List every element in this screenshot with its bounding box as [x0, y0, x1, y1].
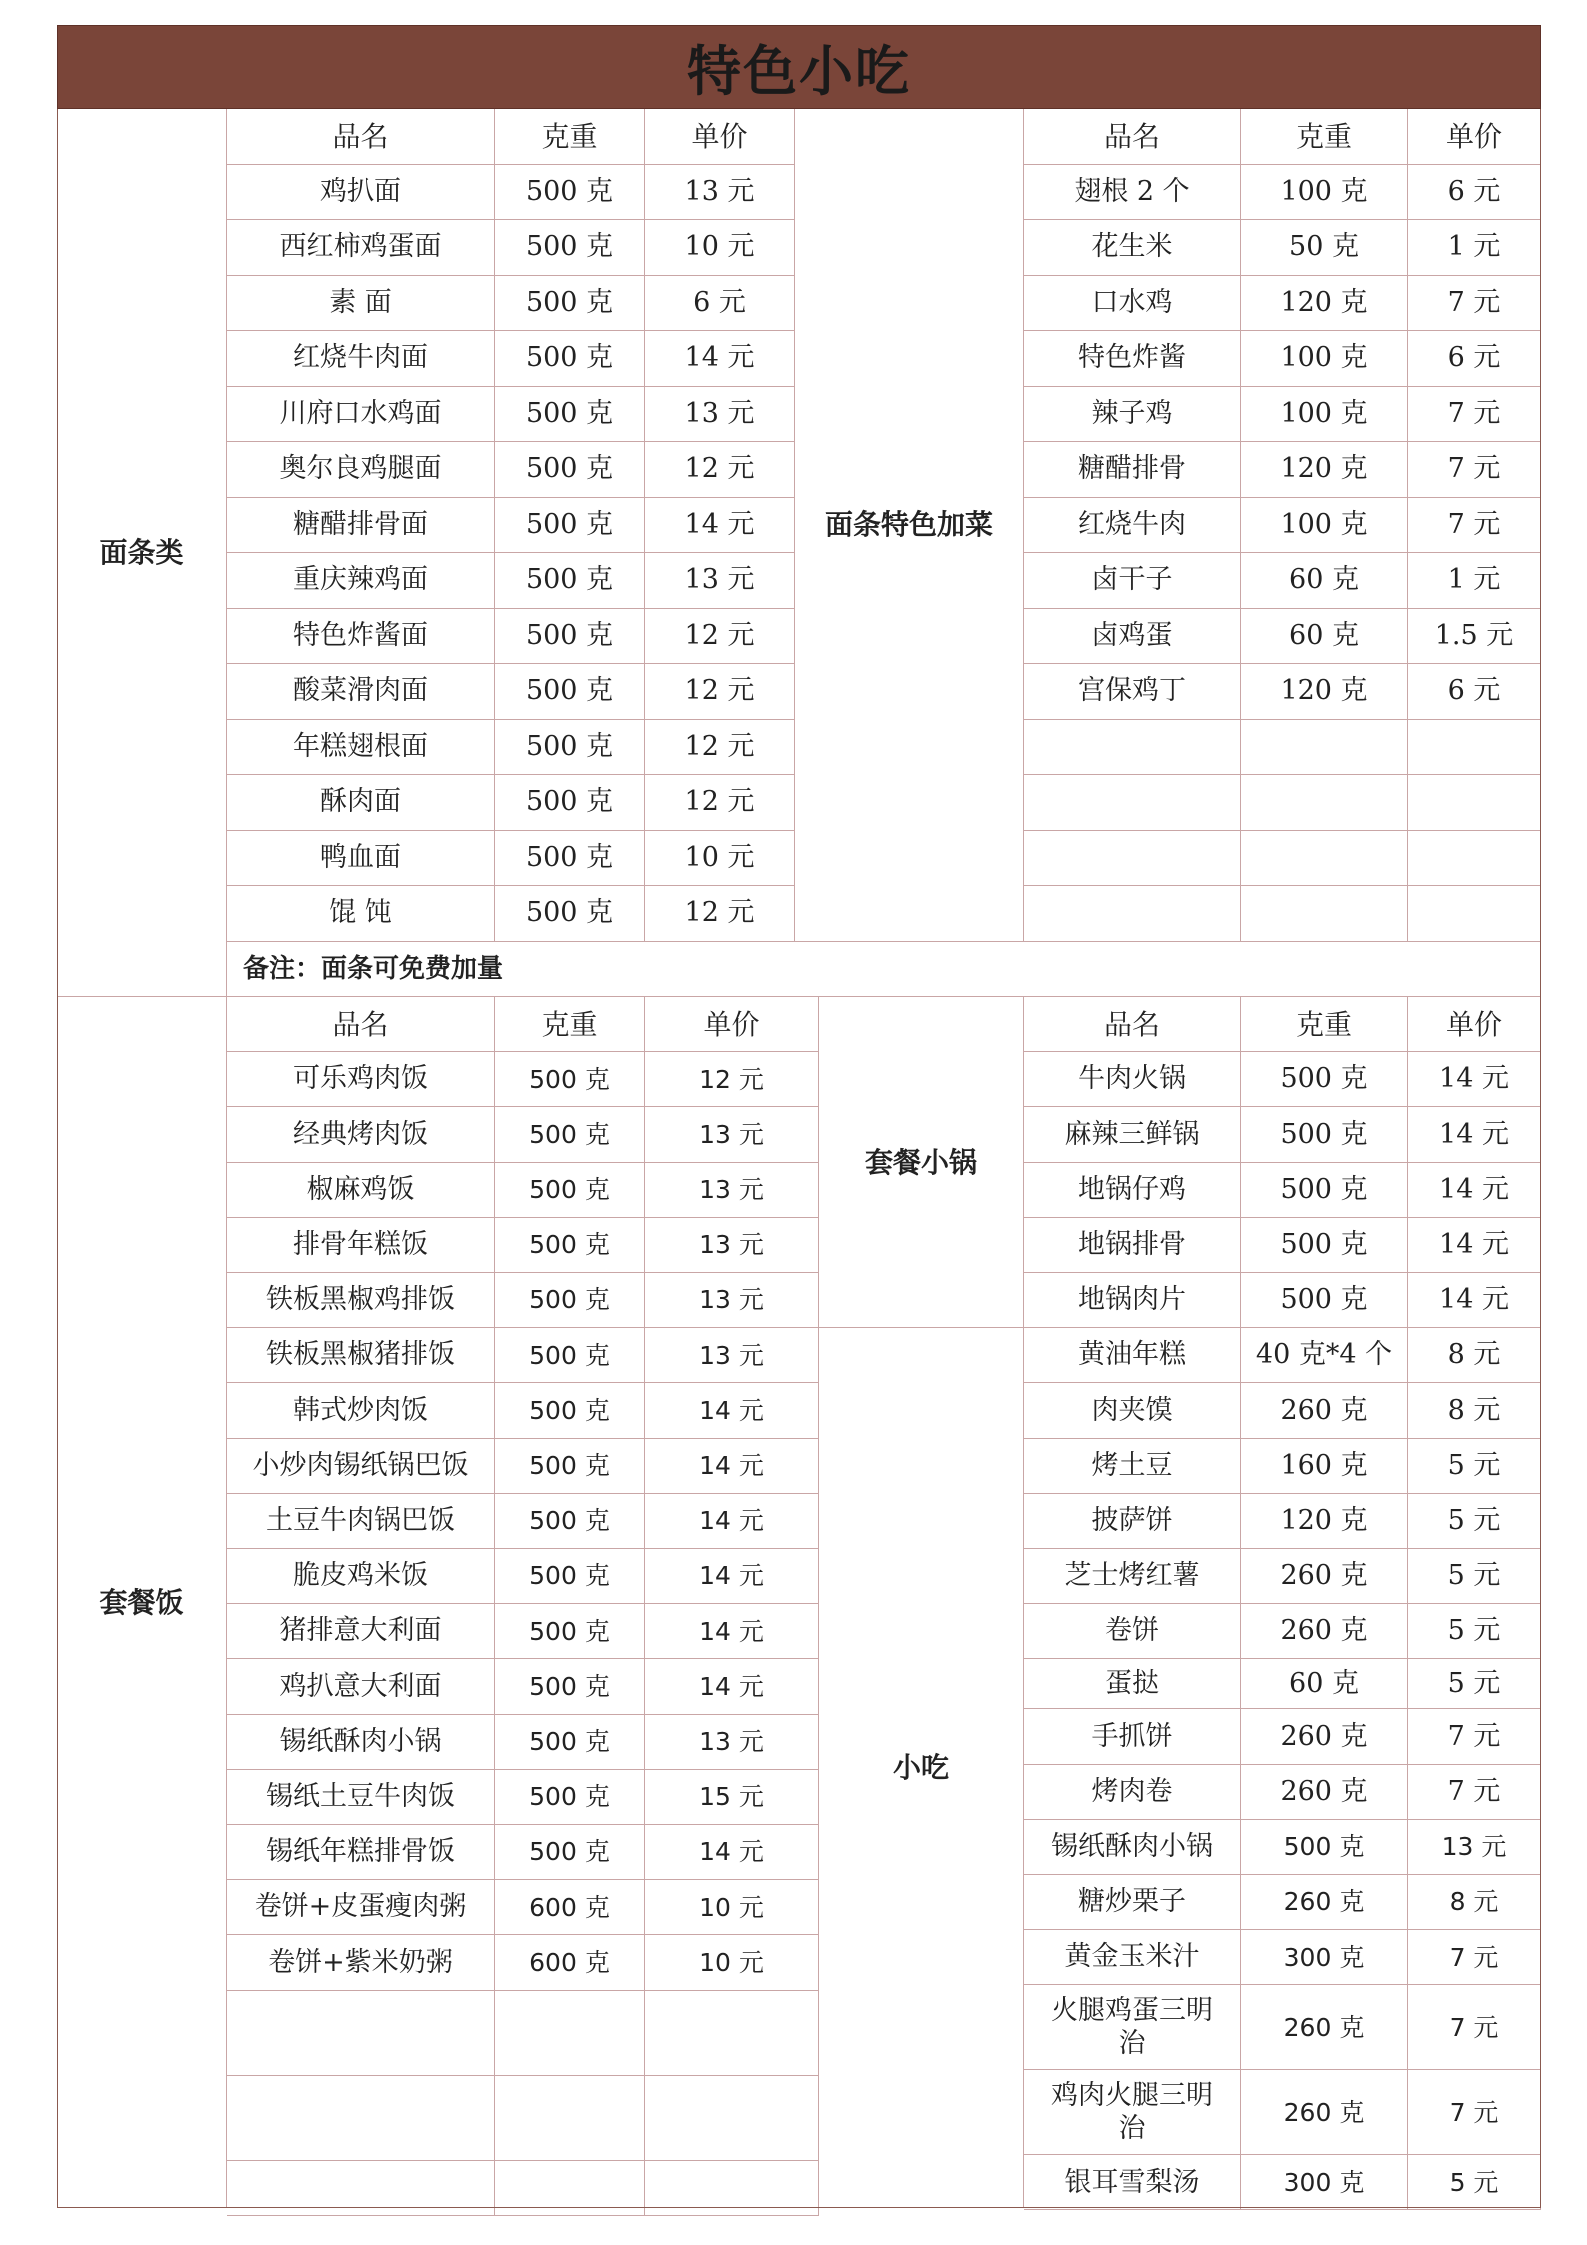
noodle-name: 西红柿鸡蛋面 [227, 220, 495, 276]
snack-price: 5 元 [1408, 1494, 1541, 1549]
snack-price: 7 元 [1408, 1709, 1541, 1764]
rice-price [645, 1991, 819, 2076]
rice-weight: 500 克 [495, 1604, 645, 1659]
hotpot-price: 14 元 [1408, 1052, 1541, 1107]
noodle-name: 年糕翅根面 [227, 720, 495, 776]
rice-price [645, 2076, 819, 2161]
snack-weight: 260 克 [1241, 1765, 1408, 1820]
extra-price: 6 元 [1408, 664, 1541, 720]
snack-name: 烤土豆 [1024, 1439, 1241, 1494]
page-title: 特色小吃 [687, 38, 911, 103]
hotpot-name: 地锅肉片 [1024, 1273, 1241, 1328]
extra-name [1024, 886, 1241, 942]
snack-weight: 260 克 [1241, 1709, 1408, 1764]
noodle-name: 馄 饨 [227, 886, 495, 942]
extra-weight: 100 克 [1241, 331, 1408, 387]
extra-name [1024, 720, 1241, 776]
snack-price: 8 元 [1408, 1328, 1541, 1383]
header-weight: 克重 [1241, 109, 1408, 165]
snack-weight: 300 克 [1241, 1930, 1408, 1985]
extra-weight: 100 克 [1241, 498, 1408, 554]
noodle-price: 13 元 [645, 553, 795, 609]
rice-name: 排骨年糕饭 [227, 1218, 495, 1273]
menu-table [57, 109, 1541, 2208]
extra-weight: 100 克 [1241, 165, 1408, 221]
extra-weight [1241, 775, 1408, 831]
noodle-weight: 500 克 [495, 775, 645, 831]
rice-name: 可乐鸡肉饭 [227, 1052, 495, 1107]
extra-weight [1241, 886, 1408, 942]
noodle-weight: 500 克 [495, 720, 645, 776]
hotpot-price: 14 元 [1408, 1163, 1541, 1218]
noodle-price: 10 元 [645, 220, 795, 276]
rice-weight: 500 克 [495, 1549, 645, 1604]
snack-name: 糖炒栗子 [1024, 1875, 1241, 1930]
extra-name: 辣子鸡 [1024, 387, 1241, 443]
snack-name: 手抓饼 [1024, 1709, 1241, 1764]
noodle-weight: 500 克 [495, 220, 645, 276]
rice-price: 15 元 [645, 1770, 819, 1825]
snack-name: 芝士烤红薯 [1024, 1549, 1241, 1604]
snack-weight: 260 克 [1241, 1383, 1408, 1438]
extra-weight: 100 克 [1241, 387, 1408, 443]
header-price: 单价 [645, 997, 819, 1052]
snack-weight: 260 克 [1241, 1549, 1408, 1604]
noodle-price: 12 元 [645, 442, 795, 498]
noodle-weight: 500 克 [495, 609, 645, 665]
rice-price [645, 2161, 819, 2216]
noodle-weight: 500 克 [495, 831, 645, 887]
rice-weight: 500 克 [495, 1494, 645, 1549]
noodle-weight: 500 克 [495, 276, 645, 332]
extra-price: 6 元 [1408, 331, 1541, 387]
rice-price: 14 元 [645, 1494, 819, 1549]
extra-price: 7 元 [1408, 276, 1541, 332]
rice-weight: 500 克 [495, 1383, 645, 1438]
header-price: 单价 [645, 109, 795, 165]
rice-name [227, 2076, 495, 2161]
snack-name: 锡纸酥肉小锅 [1024, 1820, 1241, 1875]
hotpot-name: 牛肉火锅 [1024, 1052, 1241, 1107]
noodle-name: 奥尔良鸡腿面 [227, 442, 495, 498]
rice-name: 卷饼+皮蛋瘦肉粥 [227, 1880, 495, 1935]
extra-name [1024, 831, 1241, 887]
hotpot-price: 14 元 [1408, 1107, 1541, 1162]
rice-price: 14 元 [645, 1439, 819, 1494]
snack-name: 肉夹馍 [1024, 1383, 1241, 1438]
rice-weight: 500 克 [495, 1825, 645, 1880]
snack-name: 黄油年糕 [1024, 1328, 1241, 1383]
rice-price: 13 元 [645, 1273, 819, 1328]
snack-name: 蛋挞 [1024, 1659, 1241, 1709]
rice-name: 锡纸年糕排骨饭 [227, 1825, 495, 1880]
hotpot-weight: 500 克 [1241, 1163, 1408, 1218]
extra-name: 特色炸酱 [1024, 331, 1241, 387]
rice-price: 13 元 [645, 1328, 819, 1383]
rice-weight [495, 1991, 645, 2076]
noodle-weight: 500 克 [495, 553, 645, 609]
snack-name: 火腿鸡蛋三明治 [1024, 1985, 1241, 2070]
snack-name: 卷饼 [1024, 1604, 1241, 1659]
rice-price: 14 元 [645, 1825, 819, 1880]
extra-weight: 120 克 [1241, 664, 1408, 720]
noodle-price: 13 元 [645, 387, 795, 443]
extra-price [1408, 886, 1541, 942]
rice-name: 土豆牛肉锅巴饭 [227, 1494, 495, 1549]
rice-weight: 500 克 [495, 1163, 645, 1218]
hotpot-weight: 500 克 [1241, 1273, 1408, 1328]
header-weight: 克重 [1241, 997, 1408, 1052]
rice-price: 10 元 [645, 1935, 819, 1990]
extra-weight: 50 克 [1241, 220, 1408, 276]
rice-price: 14 元 [645, 1549, 819, 1604]
header-price: 单价 [1408, 109, 1541, 165]
noodle-weight: 500 克 [495, 442, 645, 498]
extra-name: 卤干子 [1024, 553, 1241, 609]
rice-name: 小炒肉锡纸锅巴饭 [227, 1439, 495, 1494]
snack-name: 披萨饼 [1024, 1494, 1241, 1549]
rice-price: 14 元 [645, 1383, 819, 1438]
noodle-name: 鸭血面 [227, 831, 495, 887]
extra-name: 翅根 2 个 [1024, 165, 1241, 221]
extra-name: 糖醋排骨 [1024, 442, 1241, 498]
rice-name: 经典烤肉饭 [227, 1107, 495, 1162]
extra-name: 口水鸡 [1024, 276, 1241, 332]
rice-weight: 500 克 [495, 1770, 645, 1825]
extra-weight: 120 克 [1241, 276, 1408, 332]
extra-price: 1 元 [1408, 220, 1541, 276]
rice-price: 14 元 [645, 1659, 819, 1714]
hotpot-price: 14 元 [1408, 1273, 1541, 1328]
rice-weight: 500 克 [495, 1328, 645, 1383]
noodle-price: 14 元 [645, 498, 795, 554]
rice-name: 鸡扒意大利面 [227, 1659, 495, 1714]
noodle-weight: 500 克 [495, 886, 645, 942]
noodle-weight: 500 克 [495, 165, 645, 221]
rice-weight [495, 2161, 645, 2216]
title-bar [57, 25, 1541, 109]
menu-sheet [57, 25, 1541, 2208]
noodle-name: 素 面 [227, 276, 495, 332]
snack-weight: 300 克 [1241, 2155, 1408, 2210]
rice-name: 脆皮鸡米饭 [227, 1549, 495, 1604]
extra-price: 6 元 [1408, 165, 1541, 221]
snack-price: 7 元 [1408, 1765, 1541, 1820]
snack-price: 8 元 [1408, 1875, 1541, 1930]
noodle-price: 12 元 [645, 720, 795, 776]
snack-name: 银耳雪梨汤 [1024, 2155, 1241, 2210]
snack-weight: 260 克 [1241, 1604, 1408, 1659]
noodle-price: 14 元 [645, 331, 795, 387]
rice-weight [495, 2076, 645, 2161]
extra-name: 红烧牛肉 [1024, 498, 1241, 554]
snack-price: 13 元 [1408, 1820, 1541, 1875]
snack-weight: 260 克 [1241, 1875, 1408, 1930]
extra-price: 1.5 元 [1408, 609, 1541, 665]
rice-price: 13 元 [645, 1107, 819, 1162]
snack-price: 5 元 [1408, 2155, 1541, 2210]
extra-price: 1 元 [1408, 553, 1541, 609]
extra-weight: 60 克 [1241, 553, 1408, 609]
rice-name: 锡纸土豆牛肉饭 [227, 1770, 495, 1825]
hotpot-name: 麻辣三鲜锅 [1024, 1107, 1241, 1162]
noodle-price: 12 元 [645, 886, 795, 942]
extra-price [1408, 831, 1541, 887]
rice-price: 14 元 [645, 1604, 819, 1659]
rice-name [227, 1991, 495, 2076]
header-price: 单价 [1408, 997, 1541, 1052]
header-weight: 克重 [495, 997, 645, 1052]
note-row: 备注：面条可免费加量 [227, 942, 1541, 998]
noodle-price: 12 元 [645, 775, 795, 831]
rice-weight: 500 克 [495, 1273, 645, 1328]
rice-weight: 600 克 [495, 1880, 645, 1935]
noodle-weight: 500 克 [495, 498, 645, 554]
extra-name: 宫保鸡丁 [1024, 664, 1241, 720]
rice-weight: 500 克 [495, 1439, 645, 1494]
noodle-price: 12 元 [645, 609, 795, 665]
header-name: 品名 [1024, 109, 1241, 165]
rice-name [227, 2161, 495, 2216]
rice-price: 13 元 [645, 1163, 819, 1218]
noodle-name: 酸菜滑肉面 [227, 664, 495, 720]
hotpot-weight: 500 克 [1241, 1107, 1408, 1162]
snack-weight: 120 克 [1241, 1494, 1408, 1549]
rice-weight: 500 克 [495, 1107, 645, 1162]
extra-weight: 60 克 [1241, 609, 1408, 665]
noodle-name: 糖醋排骨面 [227, 498, 495, 554]
header-name: 品名 [227, 997, 495, 1052]
extra-weight [1241, 720, 1408, 776]
noodle-price: 10 元 [645, 831, 795, 887]
rice-name: 椒麻鸡饭 [227, 1163, 495, 1218]
extra-price: 7 元 [1408, 442, 1541, 498]
category-rice: 套餐饭 [57, 997, 227, 2208]
hotpot-weight: 500 克 [1241, 1218, 1408, 1273]
snack-price: 7 元 [1408, 1930, 1541, 1985]
snack-name: 黄金玉米汁 [1024, 1930, 1241, 1985]
rice-weight: 500 克 [495, 1052, 645, 1107]
noodle-name: 红烧牛肉面 [227, 331, 495, 387]
category-extras: 面条特色加菜 [795, 109, 1024, 942]
noodle-name: 酥肉面 [227, 775, 495, 831]
category-noodles: 面条类 [57, 109, 227, 997]
snack-price: 5 元 [1408, 1549, 1541, 1604]
snack-name: 烤肉卷 [1024, 1765, 1241, 1820]
category-hotpot: 套餐小锅 [819, 997, 1024, 1328]
snack-price: 7 元 [1408, 1985, 1541, 2070]
snack-price: 5 元 [1408, 1439, 1541, 1494]
extra-weight [1241, 831, 1408, 887]
rice-weight: 500 克 [495, 1218, 645, 1273]
extra-price: 7 元 [1408, 387, 1541, 443]
hotpot-weight: 500 克 [1241, 1052, 1408, 1107]
noodle-price: 13 元 [645, 165, 795, 221]
noodle-weight: 500 克 [495, 387, 645, 443]
snack-price: 5 元 [1408, 1659, 1541, 1709]
rice-name: 韩式炒肉饭 [227, 1383, 495, 1438]
snack-name: 鸡肉火腿三明治 [1024, 2070, 1241, 2155]
snack-price: 7 元 [1408, 2070, 1541, 2155]
extra-price: 7 元 [1408, 498, 1541, 554]
noodle-price: 6 元 [645, 276, 795, 332]
hotpot-name: 地锅排骨 [1024, 1218, 1241, 1273]
extra-price [1408, 720, 1541, 776]
rice-weight: 500 克 [495, 1659, 645, 1714]
noodle-weight: 500 克 [495, 331, 645, 387]
rice-price: 10 元 [645, 1880, 819, 1935]
snack-weight: 500 克 [1241, 1820, 1408, 1875]
snack-price: 5 元 [1408, 1604, 1541, 1659]
snack-weight: 60 克 [1241, 1659, 1408, 1709]
noodle-name: 重庆辣鸡面 [227, 553, 495, 609]
rice-weight: 600 克 [495, 1935, 645, 1990]
rice-price: 13 元 [645, 1715, 819, 1770]
noodle-weight: 500 克 [495, 664, 645, 720]
snack-weight: 260 克 [1241, 2070, 1408, 2155]
rice-weight: 500 克 [495, 1715, 645, 1770]
noodle-name: 鸡扒面 [227, 165, 495, 221]
hotpot-name: 地锅仔鸡 [1024, 1163, 1241, 1218]
snack-weight: 160 克 [1241, 1439, 1408, 1494]
rice-name: 铁板黑椒鸡排饭 [227, 1273, 495, 1328]
category-snacks: 小吃 [819, 1328, 1024, 2208]
hotpot-price: 14 元 [1408, 1218, 1541, 1273]
extra-name: 卤鸡蛋 [1024, 609, 1241, 665]
rice-name: 卷饼+紫米奶粥 [227, 1935, 495, 1990]
snack-weight: 40 克*4 个 [1241, 1328, 1408, 1383]
rice-price: 12 元 [645, 1052, 819, 1107]
noodle-name: 川府口水鸡面 [227, 387, 495, 443]
rice-name: 铁板黑椒猪排饭 [227, 1328, 495, 1383]
snack-weight: 260 克 [1241, 1985, 1408, 2070]
extra-weight: 120 克 [1241, 442, 1408, 498]
noodle-price: 12 元 [645, 664, 795, 720]
extra-name [1024, 775, 1241, 831]
rice-price: 13 元 [645, 1218, 819, 1273]
extra-name: 花生米 [1024, 220, 1241, 276]
rice-name: 锡纸酥肉小锅 [227, 1715, 495, 1770]
extra-price [1408, 775, 1541, 831]
snack-price: 8 元 [1408, 1383, 1541, 1438]
header-name: 品名 [227, 109, 495, 165]
noodle-name: 特色炸酱面 [227, 609, 495, 665]
header-weight: 克重 [495, 109, 645, 165]
rice-name: 猪排意大利面 [227, 1604, 495, 1659]
header-name: 品名 [1024, 997, 1241, 1052]
